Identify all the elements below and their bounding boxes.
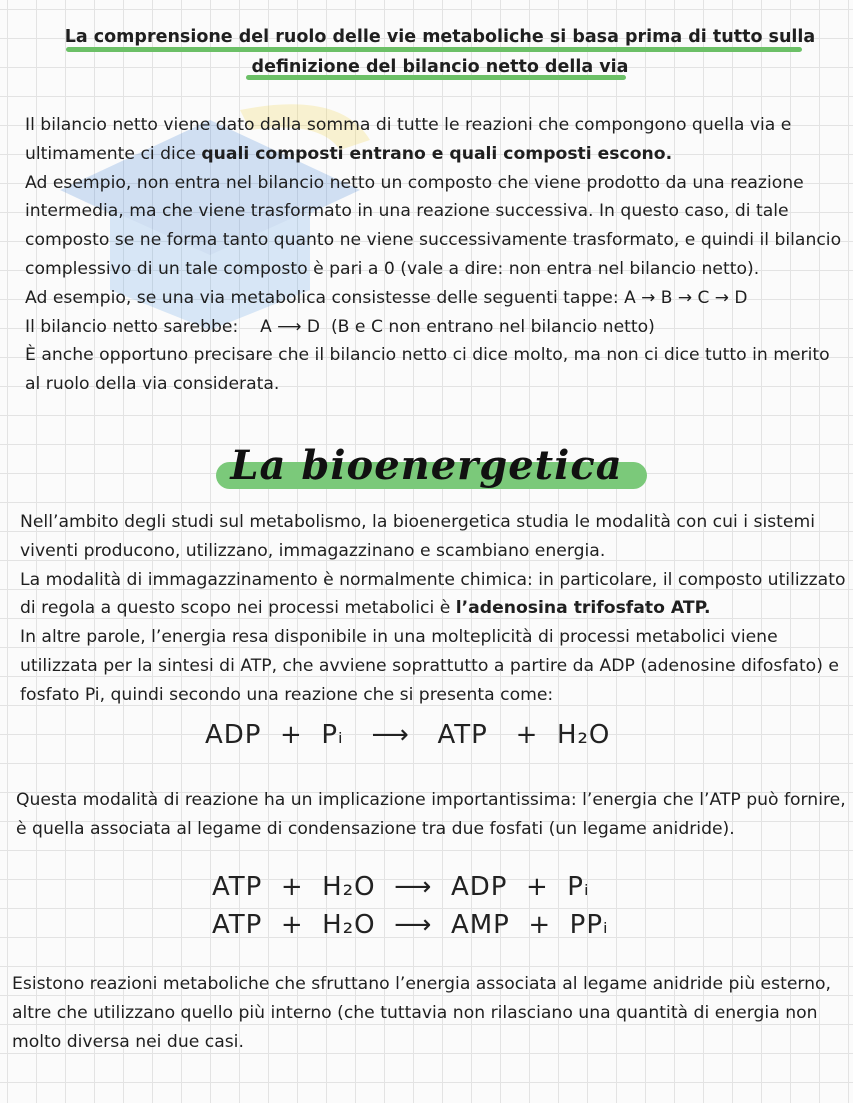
section2-intro <box>20 508 850 710</box>
title-line-2: definizione del bilancio netto della via <box>251 57 629 77</box>
reaction-chain: A → B → C → D <box>624 287 748 308</box>
p2-bold: l’adenosina trifosfato ATP. <box>455 598 711 619</box>
net-reaction: A ⟶ D <box>260 316 321 337</box>
paragraph-bilancio-risultato <box>25 313 847 342</box>
page-title <box>40 22 840 82</box>
paragraph-esempio-intermedio: Ad esempio, non entra nel bilancio netto un composto che viene prodotto da una reazione intermedia, ma che viene trasformato in una reazione successiva. In questo caso, di tale composto se ne forma tanto quanto ne viene successivamente trasformato, e quindi il bilancio complessivo di un tale composto è pari a 0 (vale a dire: non entra nel bilancio netto). <box>25 172 842 279</box>
paragraph-legame-anidride: Esistono reazioni metaboliche che sfruttano l’energia associata al legame anidride più esterno, altre che utilizzano quello più interno (che tuttavia non rilasciano una quantità di energia non molto diversa nei due casi. <box>12 974 832 1052</box>
paragraph-implicazione: Questa modalità di reazione ha un implicazione importantissima: l’energia che l’ATP può fornire, è quella associata al legame di condensazione tra due fosfati (un legame anidride). <box>16 790 846 839</box>
paragraph-sintesi-atp: In altre parole, l’energia resa disponibile in una molteplicità di processi metabolici viene utilizzata per la sintesi di ATP, che avviene soprattutto a partire da ADP (adenosine difosfato) e fosfato Pi, quindi secondo una reazione che si presenta come: <box>20 627 839 705</box>
equation-atp-synthesis: ADP + Pᵢ ⟶ ATP + H₂O <box>205 720 611 750</box>
paragraph-precisazione: È anche opportuno precisare che il bilancio netto ci dice molto, ma non ci dice tutto in merito al ruolo della via considerata. <box>25 345 830 395</box>
p4-note: (B e C non entrano nel bilancio netto) <box>330 316 655 337</box>
paragraph-immagazzinamento <box>20 566 850 624</box>
section2-implication <box>16 786 846 844</box>
section1 <box>25 111 847 399</box>
p3-text: Ad esempio, se una via metabolica consistesse delle seguenti tappe: <box>25 287 619 308</box>
p4-text: Il bilancio netto sarebbe: <box>25 316 239 337</box>
p1-bold: quali composti entrano e quali composti escono. <box>201 143 673 164</box>
heading-bioenergetica: La bioenergetica <box>206 440 646 495</box>
section2-closing <box>12 970 848 1056</box>
equation-atp-to-adp: ATP + H₂O ⟶ ADP + Pᵢ <box>212 872 590 902</box>
paragraph-bilancio-netto <box>25 111 847 169</box>
paragraph-bioenergetica: Nell’ambito degli studi sul metabolismo, la bioenergetica studia le modalità con cui i sistemi viventi producono, utilizzano, immagazzinano e scambiano energia. <box>20 512 816 561</box>
p1-text: Il bilancio netto viene dato dalla somma di tutte le reazioni che compongono quella via e ultimamente ci dice <box>25 115 792 164</box>
section-heading <box>0 440 853 495</box>
title-line-1: La comprensione del ruolo delle vie metaboliche si basa prima di tutto sulla <box>64 27 816 47</box>
paragraph-esempio-tappe <box>25 284 847 313</box>
equation-atp-to-amp: ATP + H₂O ⟶ AMP + PPᵢ <box>212 910 609 940</box>
p2-text: La modalità di immagazzinamento è normalmente chimica: in particolare, il composto utilizzato di regola a questo scopo nei processi metabolici è <box>20 569 846 619</box>
